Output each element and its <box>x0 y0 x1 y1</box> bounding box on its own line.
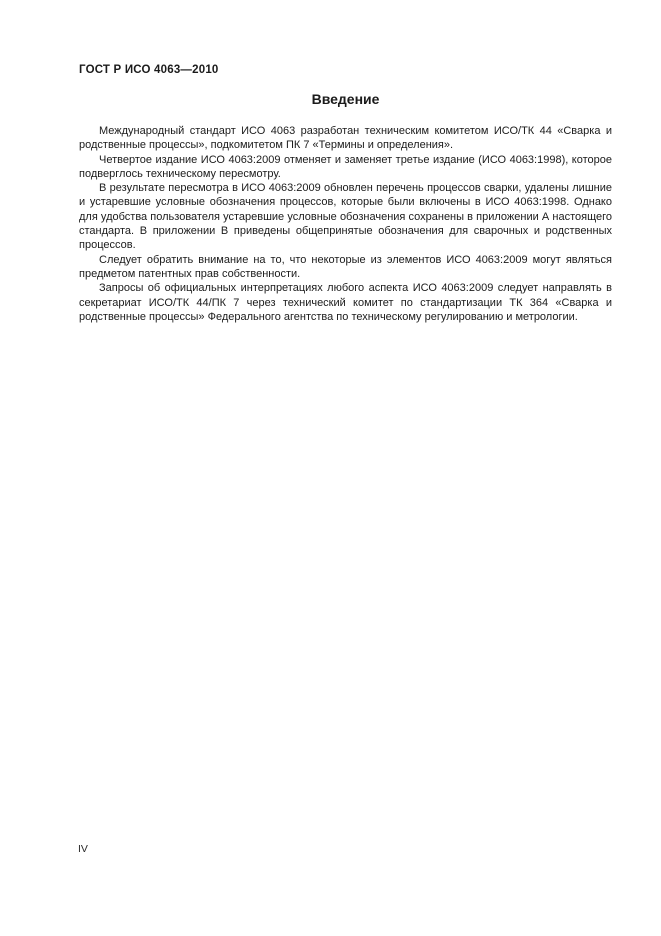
page-number: IV <box>78 843 88 855</box>
introduction-text <box>79 124 612 324</box>
section-title: Введение <box>311 91 380 107</box>
intro-paragraph-5: Запросы об официальных интерпретациях любого аспекта ИСО 4063:2009 следует направлять в секретариат ИСО/ТК 44/ПК 7 через технический комитет по стандартизации ТК 364 «Сварка и родственные процессы» Федерального агентства по техническому регулированию и метрологии. <box>79 282 612 323</box>
document-designation: ГОСТ Р ИСО 4063—2010 <box>79 64 219 76</box>
intro-paragraph-2: Четвертое издание ИСО 4063:2009 отменяет и заменяет третье издание (ИСО 4063:1998), которое подверглось техническому пересмотру. <box>79 153 612 180</box>
intro-paragraph-3: В результате пересмотра в ИСО 4063:2009 обновлен перечень процессов сварки, удалены лишние и устаревшие условные обозначения процессов, которые были включены в ИСО 4063:1998. Однако для удобства пользователя устаревшие условные обозначения сохранены в приложении А настоящего стандарта. В приложении В приведены общепринятые обозначения для сварочных и родственных процессов. <box>79 182 612 252</box>
intro-paragraph-4: Следует обратить внимание на то, что некоторые из элементов ИСО 4063:2009 могут являться предметом патентных прав собственности. <box>79 253 612 280</box>
intro-paragraph-1: Международный стандарт ИСО 4063 разработан техническим комитетом ИСО/ТК 44 «Сварка и родственные процессы», подкомитетом ПК 7 «Термины и определения». <box>79 125 612 152</box>
